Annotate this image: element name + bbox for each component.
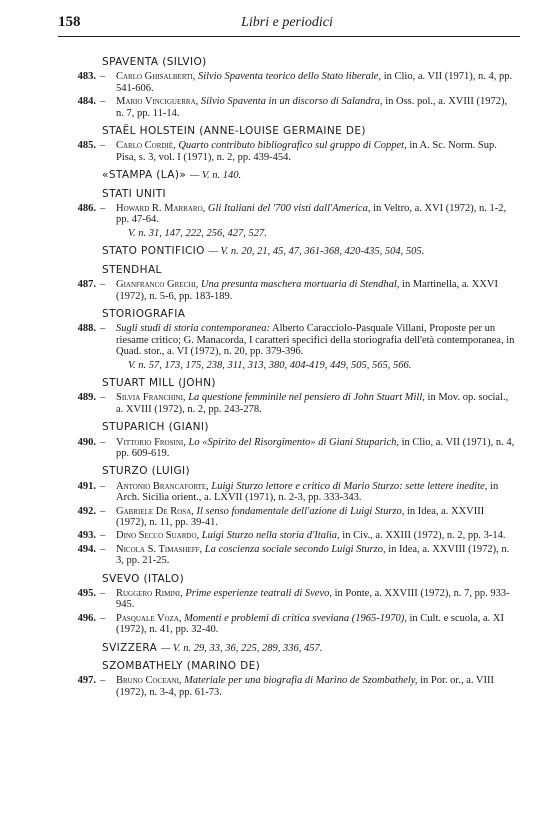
bibliography-list (58, 50, 516, 700)
bibliography-entry (58, 71, 516, 94)
entry-dash: – (100, 480, 106, 492)
section-heading (102, 574, 516, 585)
entry-author: Dino Secco Suardo, (116, 530, 200, 542)
bibliography-entry (58, 437, 516, 460)
section-heading (102, 466, 516, 477)
entry-author: Pasquale Voza, (116, 612, 182, 624)
entry-text (116, 437, 514, 459)
section-heading-label: STUPARICH (GIANI) (102, 421, 209, 434)
section-heading-label: STATO PONTIFICIO (102, 245, 205, 258)
entry-dash: – (100, 505, 106, 517)
entry-author: Silvia Franchini, (116, 392, 186, 404)
bibliography-entry (58, 96, 516, 119)
entry-publication: in Por. or., a. VIII (1972), n. 3-4, pp. 61-73. (116, 675, 494, 698)
bibliography-entry (58, 613, 516, 636)
bibliography-entry (58, 544, 516, 567)
section-heading-label: STATI UNITI (102, 187, 167, 200)
entry-number: 484. (77, 96, 96, 108)
entry-author: Ruggero Rimini, (116, 588, 183, 600)
entry-text (116, 323, 514, 357)
entry-publication: in Martinella, a. XXVI (1972), n. 5-6, pp. 183-189. (116, 279, 498, 302)
entry-publication: in Oss. pol., a. XVIII (1972), n. 7, pp. 11-14. (116, 96, 508, 119)
entry-publication: Alberto Caracciolo-Pasquale Villani, Proposte per un riesame critico; G. Manacorda, I caratteri specifici della storiografia dell'età contemporanea, in Quad. stor., a. VI (1972), n. 20, pp. 379-396. (116, 323, 515, 358)
entry-author: Vittorio Frosini, (116, 436, 186, 448)
bibliography-entry (58, 140, 516, 163)
entry-title: Gli Italiani del '700 visti dall'America, (207, 203, 371, 215)
section-heading (102, 246, 516, 257)
entry-text (116, 675, 494, 697)
entry-number: 488. (77, 323, 96, 335)
section-heading (102, 378, 516, 389)
entry-dash: – (100, 323, 106, 335)
entry-dash: – (100, 543, 106, 555)
section-heading (102, 126, 516, 137)
entry-text (116, 71, 512, 93)
section-heading-label: STURZO (LUIGI) (102, 465, 190, 478)
entry-number: 493. (77, 530, 96, 542)
entry-number: 494. (77, 543, 96, 555)
entry-dash: – (100, 203, 106, 215)
entry-number: 495. (77, 588, 96, 600)
entry-dash: – (100, 588, 106, 600)
entry-author: Carlo Ghisalberti, (116, 71, 196, 83)
entry-number: 485. (77, 140, 96, 152)
section-heading (102, 643, 516, 654)
entry-text (116, 96, 507, 118)
entry-title: Luigi Sturzo nella storia d'Italia, (201, 530, 340, 542)
section-heading (102, 422, 516, 433)
entry-number: 489. (77, 392, 96, 404)
section-cross-reference: — V. n. 29, 33, 36, 225, 289, 336, 457. (160, 642, 323, 654)
entry-title: Una presunta maschera mortuaria di Stendhal, (200, 279, 400, 291)
entry-title: Silvio Spaventa teorico dello Stato liberale, (197, 71, 382, 83)
entry-title: Materiale per una biografia di Marino de Szombathely, (184, 675, 418, 687)
entry-dash: – (100, 530, 106, 542)
entry-publication: in Veltro, a. XVI (1972), n. 1-2, pp. 47-64. (116, 203, 507, 226)
entry-number: 487. (77, 279, 96, 291)
entry-dash: – (100, 140, 106, 152)
entry-publication: in Clio, a. VII (1971), n. 4, pp. 541-606. (116, 71, 513, 94)
entry-dash: – (100, 675, 106, 687)
entry-publication: in Arch. Sicilia orient., a. LXVII (1971), n. 2-3, pp. 333-343. (116, 480, 499, 504)
entry-author: Nicola S. Timasheff, (116, 543, 203, 555)
entry-number: 486. (77, 203, 96, 215)
entry-title: Silvio Spaventa in un discorso di Salandra, (200, 96, 383, 108)
section-cross-reference: — V. n. 20, 21, 45, 47, 361-368, 420-435, 504, 505. (208, 246, 425, 258)
see-also-references: V. n. 31, 147, 222, 256, 427, 527. (128, 227, 267, 239)
entry-title: Quarto contributo bibliografico sul gruppo di Coppet, (178, 140, 407, 152)
entry-text (116, 544, 509, 566)
bibliography-entry (58, 675, 516, 698)
bibliography-entry (58, 392, 516, 415)
entry-dash: – (100, 71, 106, 83)
section-heading-label: SVIZZERA (102, 641, 158, 654)
section-heading-label: SVEVO (ITALO) (102, 572, 185, 585)
entry-author: Carlo Cordiè, (116, 140, 176, 152)
entry-title: Prime esperienze teatrali di Svevo, (185, 588, 332, 600)
bibliography-entry (58, 588, 516, 611)
entry-number: 496. (77, 612, 96, 624)
entry-number: 497. (77, 675, 96, 687)
bibliography-entry (58, 506, 516, 529)
entry-dash: – (100, 392, 106, 404)
entry-text (116, 613, 504, 635)
section-heading-label: SZOMBATHELY (MARINO DE) (102, 660, 261, 673)
bibliography-entry (58, 279, 516, 302)
page-number: 158 (58, 14, 81, 30)
entry-text (116, 279, 498, 301)
entry-author: Gabriele De Rosa, (116, 505, 194, 517)
entry-title: Momenti e problemi di critica sveviana (1965-1970), (184, 612, 407, 624)
section-heading-label: SPAVENTA (SILVIO) (102, 56, 207, 68)
section-heading-label: STAËL HOLSTEIN (ANNE-LOUISE GERMAINE DE) (102, 125, 366, 138)
entry-publication: in Civ., a. XXIII (1972), n. 2, pp. 3-14. (342, 530, 506, 542)
entry-title: La coscienza sociale secondo Luigi Sturzo, (204, 543, 386, 555)
header-rule (58, 36, 520, 37)
entry-title: Lo «Spirito del Risorgimento» di Giani Stuparich, (188, 436, 399, 448)
entry-author: Howard R. Marraro, (116, 203, 206, 215)
entry-publication: in Idea, a. XXVIII (1972), n. 11, pp. 39-41. (116, 505, 485, 528)
section-heading (102, 57, 516, 68)
entry-text (116, 506, 484, 528)
entry-publication: in Idea, a. XXVIII (1972), n. 3, pp. 21-25. (116, 543, 510, 567)
entry-text (116, 588, 510, 610)
entry-author: Bruno Coceani, (116, 675, 182, 687)
entry-text (116, 203, 506, 225)
entry-text (116, 392, 508, 414)
entry-dash: – (100, 612, 106, 624)
entry-publication: in Cult. e scuola, a. XI (1972), n. 41, pp. 32-40. (116, 612, 504, 636)
entry-publication: in Ponte, a. XXVIII (1972), n. 7, pp. 933-945. (116, 588, 510, 611)
entry-publication: in Mov. op. social., a. XVIII (1972), n. 2, pp. 243-278. (116, 392, 509, 415)
entry-number: 492. (77, 505, 96, 517)
entry-publication: in Clio, a. VII (1971), n. 4, pp. 609-619. (116, 436, 515, 459)
entry-title: Luigi Sturzo lettore e critico di Mario Sturzo: sette lettere inedite, (211, 480, 488, 492)
entry-dash: – (100, 96, 106, 108)
entry-publication: in A. Sc. Norm. Sup. Pisa, s. 3, vol. I (1971), n. 2, pp. 439-454. (116, 140, 497, 163)
entry-title: Sugli studi di storia contemporanea: (116, 323, 270, 335)
entry-author: Mario Vinciguerra, (116, 96, 199, 108)
section-heading (102, 189, 516, 200)
bibliography-entry (58, 203, 516, 226)
entry-text (116, 140, 497, 162)
section-heading (102, 265, 516, 276)
bibliography-entry (58, 530, 516, 541)
entry-text (116, 481, 498, 503)
section-heading (102, 309, 516, 320)
bibliography-entry (58, 481, 516, 504)
section-heading-label: STORIOGRAFIA (102, 307, 186, 320)
bibliography-entry (58, 323, 516, 357)
see-also-references: V. n. 57, 173, 175, 238, 311, 313, 380, 404-419, 449, 505, 565, 566. (128, 359, 412, 371)
entry-text (116, 530, 506, 541)
section-heading-label: STUART MILL (JOHN) (102, 376, 216, 389)
entry-number: 483. (77, 71, 96, 83)
section-cross-reference: — V. n. 140. (189, 170, 242, 182)
section-heading (102, 661, 516, 672)
entry-number: 490. (77, 436, 96, 448)
entry-author: Antonio Brancaforte, (116, 480, 209, 492)
entry-dash: – (100, 279, 106, 291)
entry-dash: – (100, 436, 106, 448)
entry-title: La questione femminile nel pensiero di John Stuart Mill, (188, 392, 425, 404)
running-title: Libri e periodici (241, 15, 333, 30)
entry-title: Il senso fondamentale dell'azione di Luigi Sturzo, (196, 505, 405, 517)
section-heading (102, 170, 516, 181)
section-heading-label: STENDHAL (102, 263, 162, 276)
entry-author: Gianfranco Grechi, (116, 279, 199, 291)
section-heading-label: «STAMPA (LA)» (102, 169, 187, 182)
running-header (58, 14, 516, 38)
entry-number: 491. (77, 480, 96, 492)
